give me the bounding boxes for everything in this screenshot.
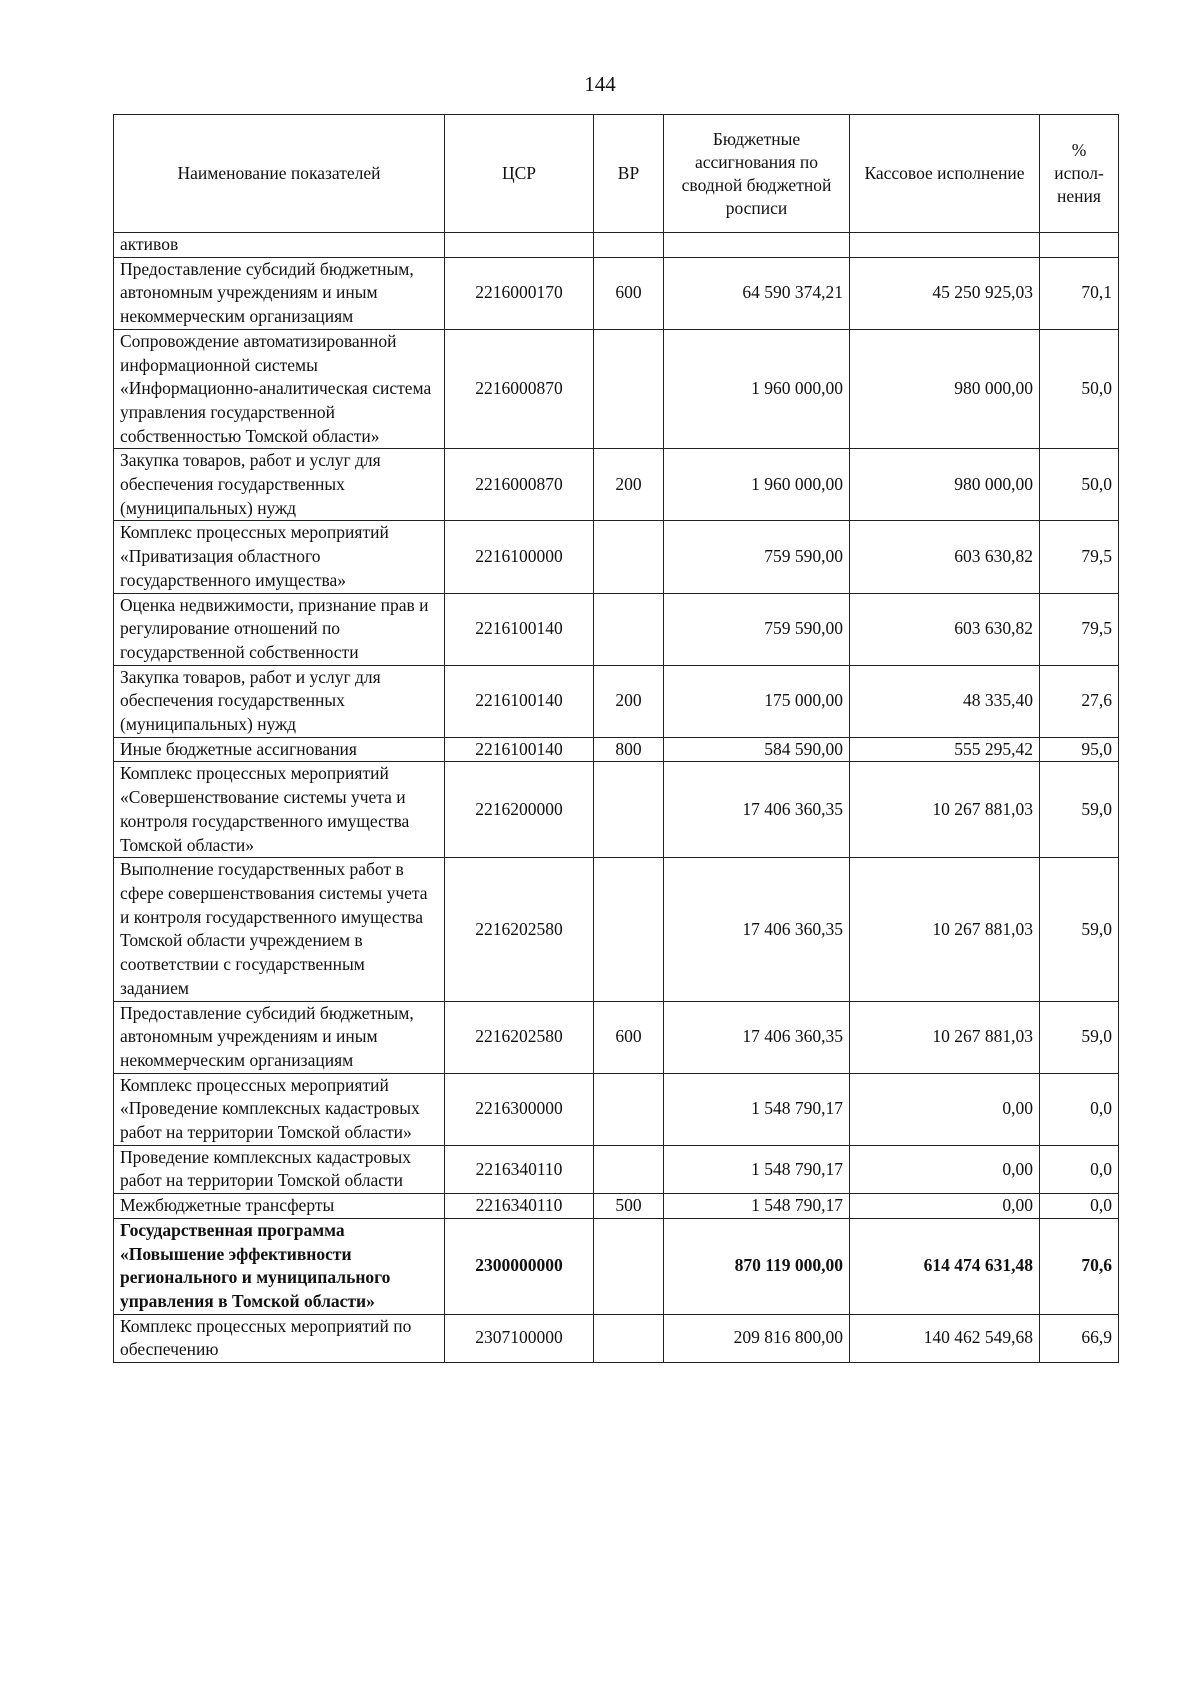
cell-csr: 2300000000: [445, 1218, 594, 1314]
cell-name: Оценка недвижимости, признание прав и регулирование отношений по государственной собственности: [114, 593, 445, 665]
cell-csr: 2216100140: [445, 665, 594, 737]
cell-percent: 59,0: [1040, 1001, 1119, 1073]
cell-vr: [594, 762, 664, 858]
cell-percent: 95,0: [1040, 737, 1119, 762]
cell-percent: 66,9: [1040, 1314, 1119, 1362]
cell-execution: 0,00: [850, 1073, 1040, 1145]
page-number: 144: [584, 72, 616, 96]
cell-percent: 27,6: [1040, 665, 1119, 737]
cell-percent: 59,0: [1040, 858, 1119, 1001]
table-row: [114, 233, 1119, 258]
cell-vr: [594, 1314, 664, 1362]
cell-csr: 2216100140: [445, 593, 594, 665]
table-row: [114, 593, 1119, 665]
cell-execution: 614 474 631,48: [850, 1218, 1040, 1314]
table-row: [114, 257, 1119, 329]
table-row: [114, 1001, 1119, 1073]
header-name: Наименование показателей: [114, 115, 445, 233]
cell-name: Закупка товаров, работ и услуг для обеспечения государственных (муниципальных) нужд: [114, 665, 445, 737]
cell-percent: 79,5: [1040, 521, 1119, 593]
cell-csr: 2216202580: [445, 1001, 594, 1073]
cell-budget: 1 548 790,17: [664, 1145, 850, 1193]
cell-vr: [594, 593, 664, 665]
cell-percent: 0,0: [1040, 1073, 1119, 1145]
cell-csr: 2307100000: [445, 1314, 594, 1362]
table-row: [114, 1314, 1119, 1362]
cell-percent: 70,6: [1040, 1218, 1119, 1314]
cell-execution: 555 295,42: [850, 737, 1040, 762]
cell-name: Предоставление субсидий бюджетным, автономным учреждениям и иным некоммерческим организациям: [114, 1001, 445, 1073]
cell-budget: 209 816 800,00: [664, 1314, 850, 1362]
cell-vr: 200: [594, 449, 664, 521]
cell-execution: 0,00: [850, 1145, 1040, 1193]
cell-execution: 140 462 549,68: [850, 1314, 1040, 1362]
cell-execution: 0,00: [850, 1194, 1040, 1219]
cell-budget: 759 590,00: [664, 521, 850, 593]
cell-csr: 2216100000: [445, 521, 594, 593]
cell-budget: 64 590 374,21: [664, 257, 850, 329]
cell-vr: [594, 329, 664, 449]
table-row: [114, 449, 1119, 521]
cell-budget: [664, 233, 850, 258]
table-row: [114, 665, 1119, 737]
cell-budget: 1 548 790,17: [664, 1073, 850, 1145]
cell-budget: 17 406 360,35: [664, 762, 850, 858]
cell-csr: 2216100140: [445, 737, 594, 762]
cell-budget: 17 406 360,35: [664, 858, 850, 1001]
cell-percent: 59,0: [1040, 762, 1119, 858]
cell-percent: 79,5: [1040, 593, 1119, 665]
header-vr: ВР: [594, 115, 664, 233]
cell-vr: 800: [594, 737, 664, 762]
table-row: [114, 762, 1119, 858]
cell-budget: 870 119 000,00: [664, 1218, 850, 1314]
cell-execution: 10 267 881,03: [850, 762, 1040, 858]
cell-name: Проведение комплексных кадастровых работ на территории Томской области: [114, 1145, 445, 1193]
cell-name: Выполнение государственных работ в сфере совершенствования системы учета и контроля государственного имущества Томской области учреждением в соответствии с государственным заданием: [114, 858, 445, 1001]
cell-name: Межбюджетные трансферты: [114, 1194, 445, 1219]
cell-execution: 10 267 881,03: [850, 1001, 1040, 1073]
cell-percent: 0,0: [1040, 1194, 1119, 1219]
header-csr: ЦСР: [445, 115, 594, 233]
cell-percent: 70,1: [1040, 257, 1119, 329]
cell-execution: 48 335,40: [850, 665, 1040, 737]
cell-csr: 2216000870: [445, 449, 594, 521]
cell-csr: 2216202580: [445, 858, 594, 1001]
cell-execution: [850, 233, 1040, 258]
cell-vr: [594, 1145, 664, 1193]
cell-csr: 2216000870: [445, 329, 594, 449]
cell-csr: 2216200000: [445, 762, 594, 858]
cell-budget: 1 548 790,17: [664, 1194, 850, 1219]
cell-csr: 2216000170: [445, 257, 594, 329]
cell-name: Предоставление субсидий бюджетным, автономным учреждениям и иным некоммерческим организациям: [114, 257, 445, 329]
cell-execution: 603 630,82: [850, 521, 1040, 593]
cell-name: Иные бюджетные ассигнования: [114, 737, 445, 762]
cell-csr: 2216340110: [445, 1194, 594, 1219]
cell-name: Государственная программа «Повышение эффективности регионального и муниципального управления в Томской области»: [114, 1218, 445, 1314]
table-row: [114, 1194, 1119, 1219]
cell-budget: 17 406 360,35: [664, 1001, 850, 1073]
header-execution: Кассовое исполнение: [850, 115, 1040, 233]
cell-name: Комплекс процессных мероприятий по обеспечению: [114, 1314, 445, 1362]
cell-budget: 1 960 000,00: [664, 449, 850, 521]
table-row: [114, 329, 1119, 449]
cell-percent: 50,0: [1040, 329, 1119, 449]
table-row: [114, 521, 1119, 593]
cell-execution: 980 000,00: [850, 329, 1040, 449]
cell-execution: 45 250 925,03: [850, 257, 1040, 329]
header-percent: % испол-нения: [1040, 115, 1119, 233]
header-budget: Бюджетные ассигнования по сводной бюджетной росписи: [664, 115, 850, 233]
cell-csr: 2216300000: [445, 1073, 594, 1145]
cell-execution: 10 267 881,03: [850, 858, 1040, 1001]
cell-name: Комплекс процессных мероприятий «Проведение комплексных кадастровых работ на территории Томской области»: [114, 1073, 445, 1145]
table-row: [114, 737, 1119, 762]
cell-execution: 980 000,00: [850, 449, 1040, 521]
cell-vr: 500: [594, 1194, 664, 1219]
cell-execution: 603 630,82: [850, 593, 1040, 665]
cell-vr: [594, 858, 664, 1001]
cell-vr: [594, 1218, 664, 1314]
cell-csr: [445, 233, 594, 258]
cell-budget: 759 590,00: [664, 593, 850, 665]
cell-name: Закупка товаров, работ и услуг для обеспечения государственных (муниципальных) нужд: [114, 449, 445, 521]
table-row: [114, 1073, 1119, 1145]
cell-name: активов: [114, 233, 445, 258]
cell-budget: 1 960 000,00: [664, 329, 850, 449]
table-row: [114, 858, 1119, 1001]
cell-vr: [594, 521, 664, 593]
cell-name: Комплекс процессных мероприятий «Совершенствование системы учета и контроля государственного имущества Томской области»: [114, 762, 445, 858]
cell-name: Комплекс процессных мероприятий «Приватизация областного государственного имущества»: [114, 521, 445, 593]
cell-name: Сопровождение автоматизированной информационной системы «Информационно-аналитическая система управления государственной собственностью Томской области»: [114, 329, 445, 449]
cell-vr: 600: [594, 257, 664, 329]
table-row: [114, 1218, 1119, 1314]
cell-vr: [594, 1073, 664, 1145]
cell-budget: 584 590,00: [664, 737, 850, 762]
cell-vr: [594, 233, 664, 258]
cell-vr: 200: [594, 665, 664, 737]
cell-percent: 0,0: [1040, 1145, 1119, 1193]
budget-table: [113, 114, 1119, 1363]
cell-percent: 50,0: [1040, 449, 1119, 521]
table-row: [114, 1145, 1119, 1193]
cell-vr: 600: [594, 1001, 664, 1073]
cell-csr: 2216340110: [445, 1145, 594, 1193]
cell-budget: 175 000,00: [664, 665, 850, 737]
cell-percent: [1040, 233, 1119, 258]
table-header-row: [114, 115, 1119, 233]
